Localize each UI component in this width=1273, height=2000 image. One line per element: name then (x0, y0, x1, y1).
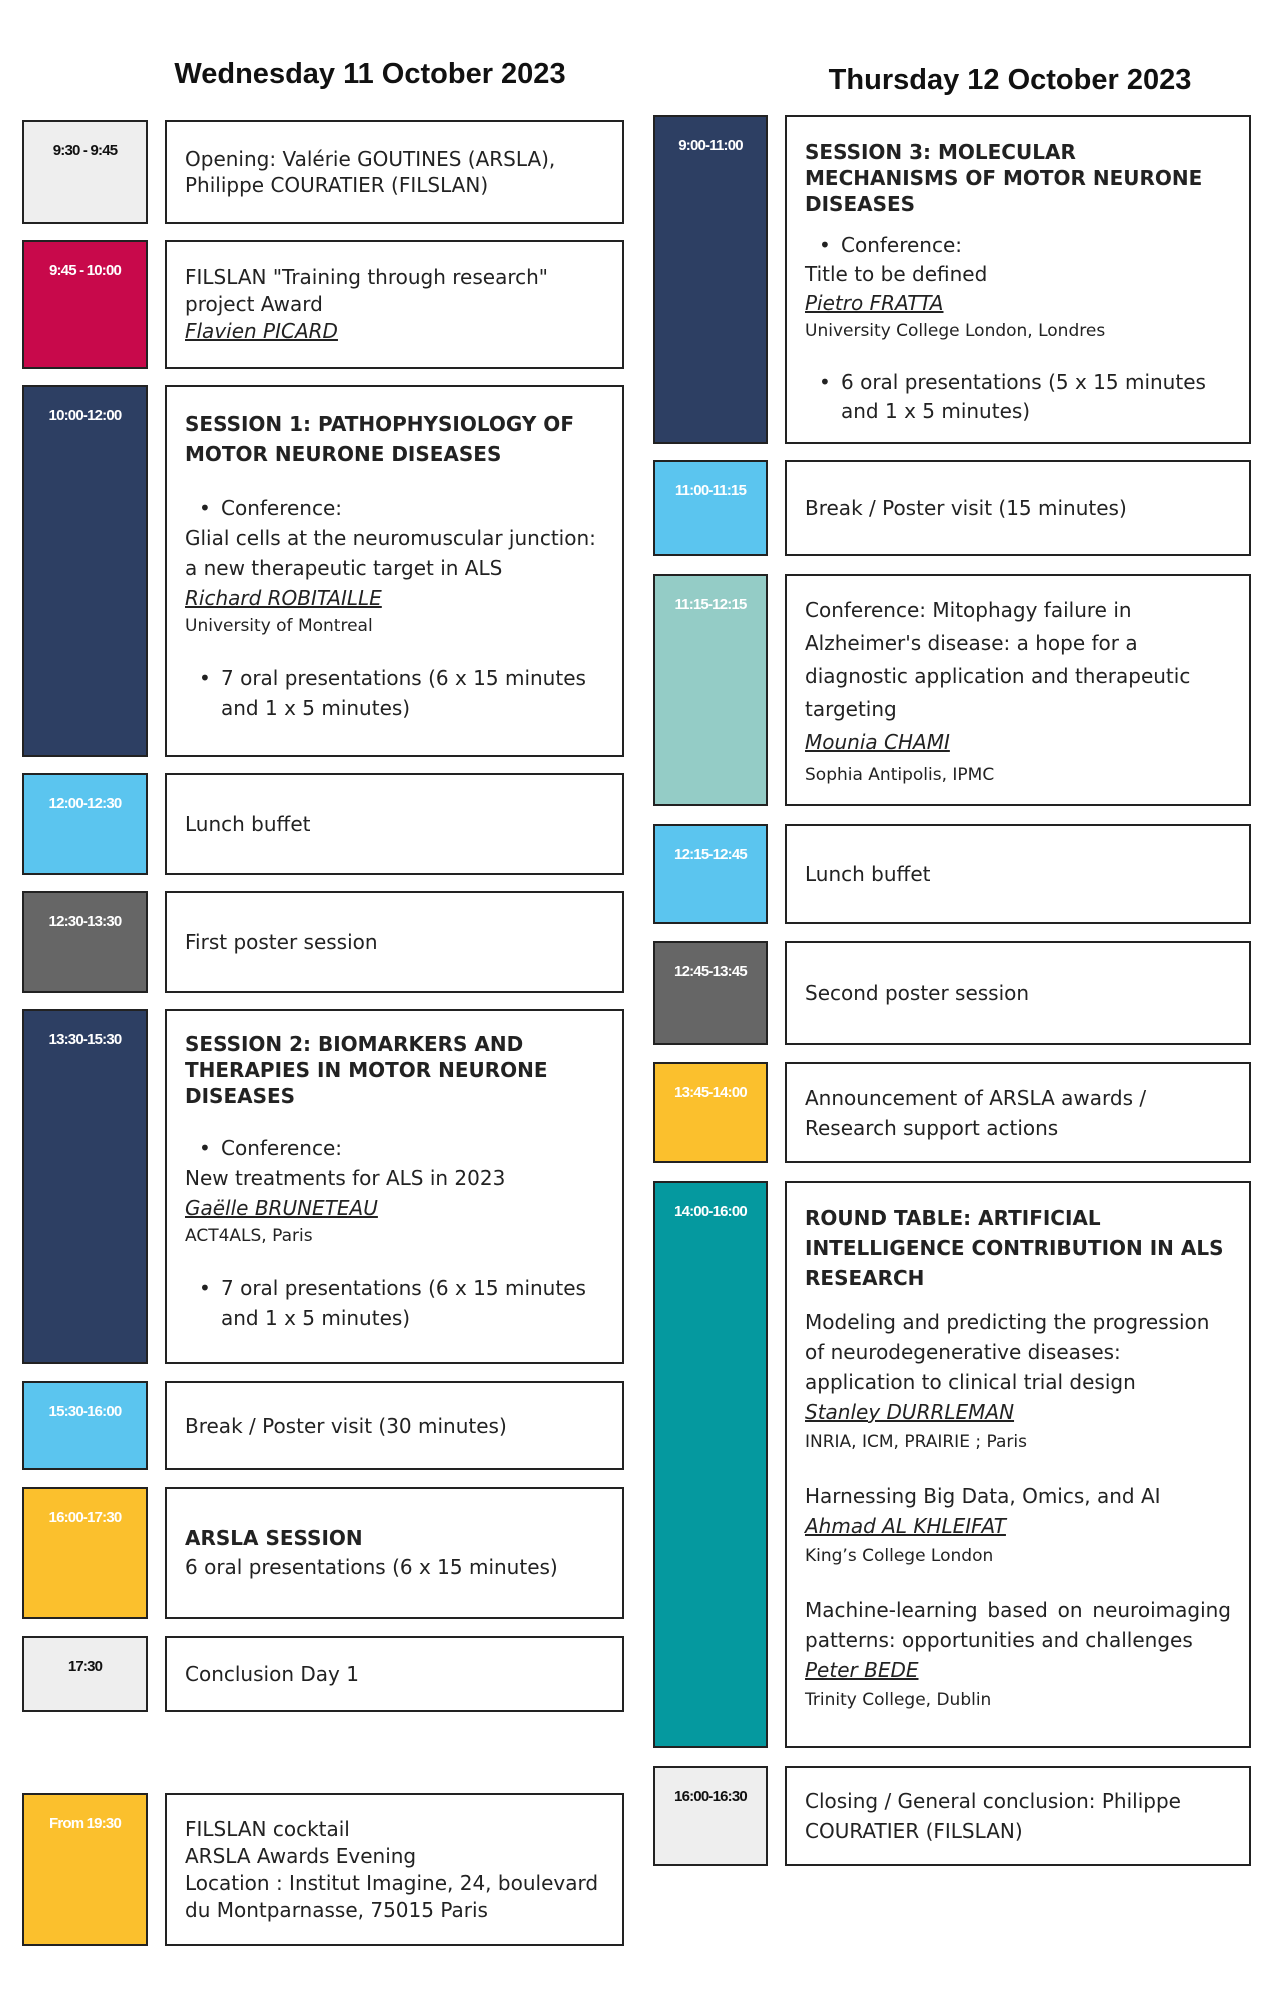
session-box (165, 891, 624, 993)
time-slot: 11:00-11:15 (653, 460, 768, 556)
institution: Trinity College, Dublin (805, 1690, 992, 1710)
text-line: Research support actions (805, 1115, 1059, 1140)
session-box (785, 1181, 1251, 1748)
text-line: 6 oral presentations (6 x 15 minutes) (185, 1555, 558, 1579)
session-title: SESSION 1: PATHOPHYSIOLOGY OF MOTOR NEURONE DISEASES (185, 412, 574, 466)
conference-bullet: • Conference: (805, 231, 1231, 260)
speaker-name: Mounia CHAMI (805, 730, 950, 754)
orals-bullet: • 6 oral presentations (5 x 15 minutes and 1 x 5 minutes) (805, 368, 1231, 426)
speaker-name: Peter BEDE (805, 1658, 919, 1682)
wednesday-heading: Wednesday 11 October 2023 (174, 58, 566, 90)
conference-bullet: • Conference: (185, 493, 604, 523)
session-box (165, 1009, 624, 1364)
conference-title: Glial cells at the neuromuscular junction: a new therapeutic target in ALS (185, 526, 596, 580)
session-box (785, 460, 1251, 556)
talk-title: Harnessing Big Data, Omics, and AI (805, 1484, 1161, 1508)
session-box (165, 120, 624, 224)
text-line: COURATIER (FILSLAN) (805, 1819, 1023, 1843)
speaker-name: Flavien PICARD (185, 319, 338, 343)
text-line: Lunch buffet (185, 812, 311, 836)
speaker-name: Ahmad AL KHLEIFAT (805, 1514, 1006, 1538)
session-box (165, 1636, 624, 1712)
conference-title: New treatments for ALS in 2023 (185, 1166, 506, 1190)
orals-bullet: • 7 oral presentations (6 x 15 minutes and 1 x 5 minutes) (185, 663, 604, 723)
session-box (785, 941, 1251, 1045)
time-slot: 12:30-13:30 (22, 891, 148, 993)
session-title: SESSION 2: BIOMARKERS AND THERAPIES IN MOTOR NEURONE DISEASES (185, 1032, 548, 1108)
text-line: FILSLAN "Training through research" (185, 265, 548, 289)
session-box (165, 1487, 624, 1619)
time-slot: 10:00-12:00 (22, 385, 148, 757)
session-box (785, 1062, 1251, 1163)
thursday-heading: Thursday 12 October 2023 (828, 64, 1192, 96)
text-line: Philippe COURATIER (FILSLAN) (185, 173, 489, 197)
institution: ACT4ALS, Paris (185, 1226, 313, 1246)
session-box (785, 1766, 1251, 1866)
conference-title: Conference: Mitophagy failure in Alzheimer's disease: a hope for a diagnostic application and therapeutic targeting (805, 598, 1191, 721)
session-box (785, 115, 1251, 444)
text-line: Break / Poster visit (30 minutes) (185, 1413, 507, 1438)
time-slot: 9:45 - 10:00 (22, 240, 148, 369)
time-slot: 13:45-14:00 (653, 1062, 768, 1163)
time-slot: 9:30 - 9:45 (22, 120, 148, 224)
text-line: ARSLA Awards Evening (185, 1843, 417, 1868)
time-slot: 11:15-12:15 (653, 574, 768, 806)
time-slot: 14:00-16:00 (653, 1181, 768, 1748)
session-box (165, 1793, 624, 1946)
institution: University College London, Londres (805, 321, 1106, 341)
conference-title: Title to be defined (805, 262, 988, 286)
talk-title: Machine-learning based on neuroimaging patterns: opportunities and challenges (805, 1598, 1231, 1652)
session-title: ARSLA SESSION (185, 1526, 363, 1550)
session-box (165, 1381, 624, 1470)
time-slot: 12:00-12:30 (22, 773, 148, 875)
institution: University of Montreal (185, 616, 373, 636)
text-line: First poster session (185, 930, 378, 954)
time-slot: 17:30 (22, 1636, 148, 1712)
text-line: Location : Institut Imagine, 24, boulevard (185, 1870, 599, 1895)
session-box (165, 385, 624, 757)
institution: Sophia Antipolis, IPMC (805, 765, 995, 785)
time-slot: 12:15-12:45 (653, 824, 768, 924)
session-box (785, 574, 1251, 806)
talk-title: Modeling and predicting the progression of neurodegenerative diseases: application to clinical trial design (805, 1310, 1210, 1394)
text-line: Opening: Valérie GOUTINES (ARSLA), (185, 147, 556, 171)
time-slot: 16:00-16:30 (653, 1766, 768, 1866)
text-line: Announcement of ARSLA awards / (805, 1085, 1147, 1110)
text-line: Break / Poster visit (15 minutes) (805, 496, 1127, 520)
text-line: Conclusion Day 1 (185, 1662, 359, 1686)
time-slot: From 19:30 (22, 1793, 148, 1946)
session-box (165, 240, 624, 369)
time-slot: 12:45-13:45 (653, 941, 768, 1045)
speaker-name: Gaëlle BRUNETEAU (185, 1196, 378, 1220)
text-line: Second poster session (805, 981, 1030, 1005)
text-line: FILSLAN cocktail (185, 1816, 350, 1841)
session-box (785, 824, 1251, 924)
text-line: du Montparnasse, 75015 Paris (185, 1897, 488, 1922)
time-slot: 15:30-16:00 (22, 1381, 148, 1470)
conference-bullet: • Conference: (185, 1133, 604, 1163)
session-box (165, 773, 624, 875)
orals-bullet: • 7 oral presentations (6 x 15 minutes and 1 x 5 minutes) (185, 1273, 604, 1333)
speaker-name: Richard ROBITAILLE (185, 586, 382, 610)
session-title: SESSION 3: MOLECULAR MECHANISMS OF MOTOR NEURONE DISEASES (805, 140, 1203, 216)
speaker-name: Stanley DURRLEMAN (805, 1400, 1015, 1424)
text-line: project Award (185, 292, 323, 316)
session-title: ROUND TABLE: ARTIFICIAL INTELLIGENCE CONTRIBUTION IN ALS RESEARCH (805, 1206, 1224, 1290)
text-line: Lunch buffet (805, 862, 931, 886)
speaker-name: Pietro FRATTA (805, 291, 944, 315)
institution: King’s College London (805, 1546, 994, 1566)
text-line: Closing / General conclusion: Philippe (805, 1789, 1181, 1813)
institution: INRIA, ICM, PRAIRIE ; Paris (805, 1432, 1027, 1452)
time-slot: 16:00-17:30 (22, 1487, 148, 1619)
time-slot: 13:30-15:30 (22, 1009, 148, 1364)
time-slot: 9:00-11:00 (653, 115, 768, 444)
